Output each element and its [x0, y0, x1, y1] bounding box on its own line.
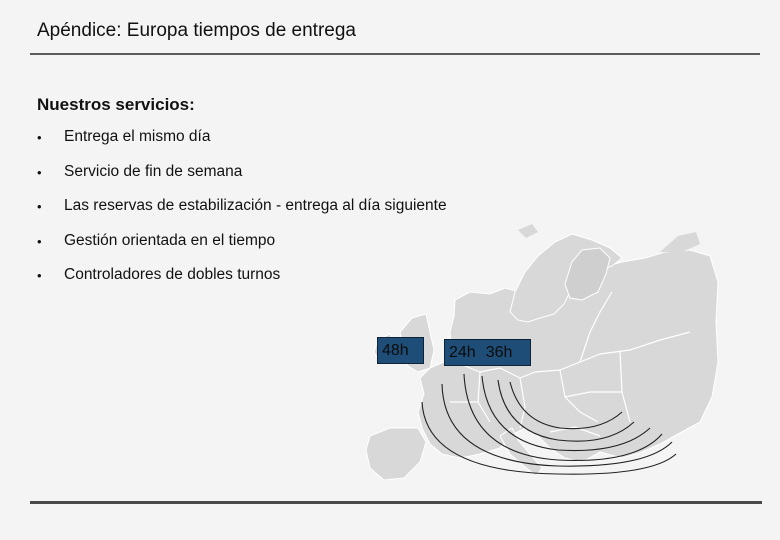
delivery-24h-36h-badge	[444, 339, 531, 366]
services-heading: Nuestros servicios:	[37, 95, 195, 114]
service-text: Entrega el mismo día	[64, 128, 211, 145]
list-item	[37, 128, 447, 163]
list-item	[37, 232, 447, 267]
footer-divider	[30, 501, 762, 504]
map-italy	[500, 428, 542, 476]
title-divider	[30, 53, 760, 55]
slide-title: Apéndice: Europa tiempos de entrega	[37, 20, 356, 41]
services-list	[37, 128, 447, 301]
bullet-icon: •	[37, 164, 42, 180]
bullet-icon: •	[37, 233, 42, 249]
list-item	[37, 266, 447, 301]
service-text: Servicio de fin de semana	[64, 162, 243, 180]
map-island	[518, 224, 538, 238]
bullet-icon: •	[37, 268, 42, 283]
list-item	[37, 163, 447, 198]
label-24h: 24h	[449, 344, 476, 361]
delivery-48h-badge	[377, 337, 424, 364]
map-island	[660, 232, 700, 252]
label-36h: 36h	[485, 344, 513, 361]
service-text: Gestión orientada en el tiempo	[64, 231, 276, 249]
map-iberia	[366, 428, 426, 480]
bullet-icon: •	[37, 130, 42, 145]
bullet-icon: •	[37, 199, 42, 214]
service-text: Las reservas de estabilización - entrega al día siguiente	[64, 197, 447, 214]
label-48h: 48h	[382, 342, 409, 359]
list-item	[37, 197, 447, 232]
service-text: Controladores de dobles turnos	[64, 266, 281, 283]
